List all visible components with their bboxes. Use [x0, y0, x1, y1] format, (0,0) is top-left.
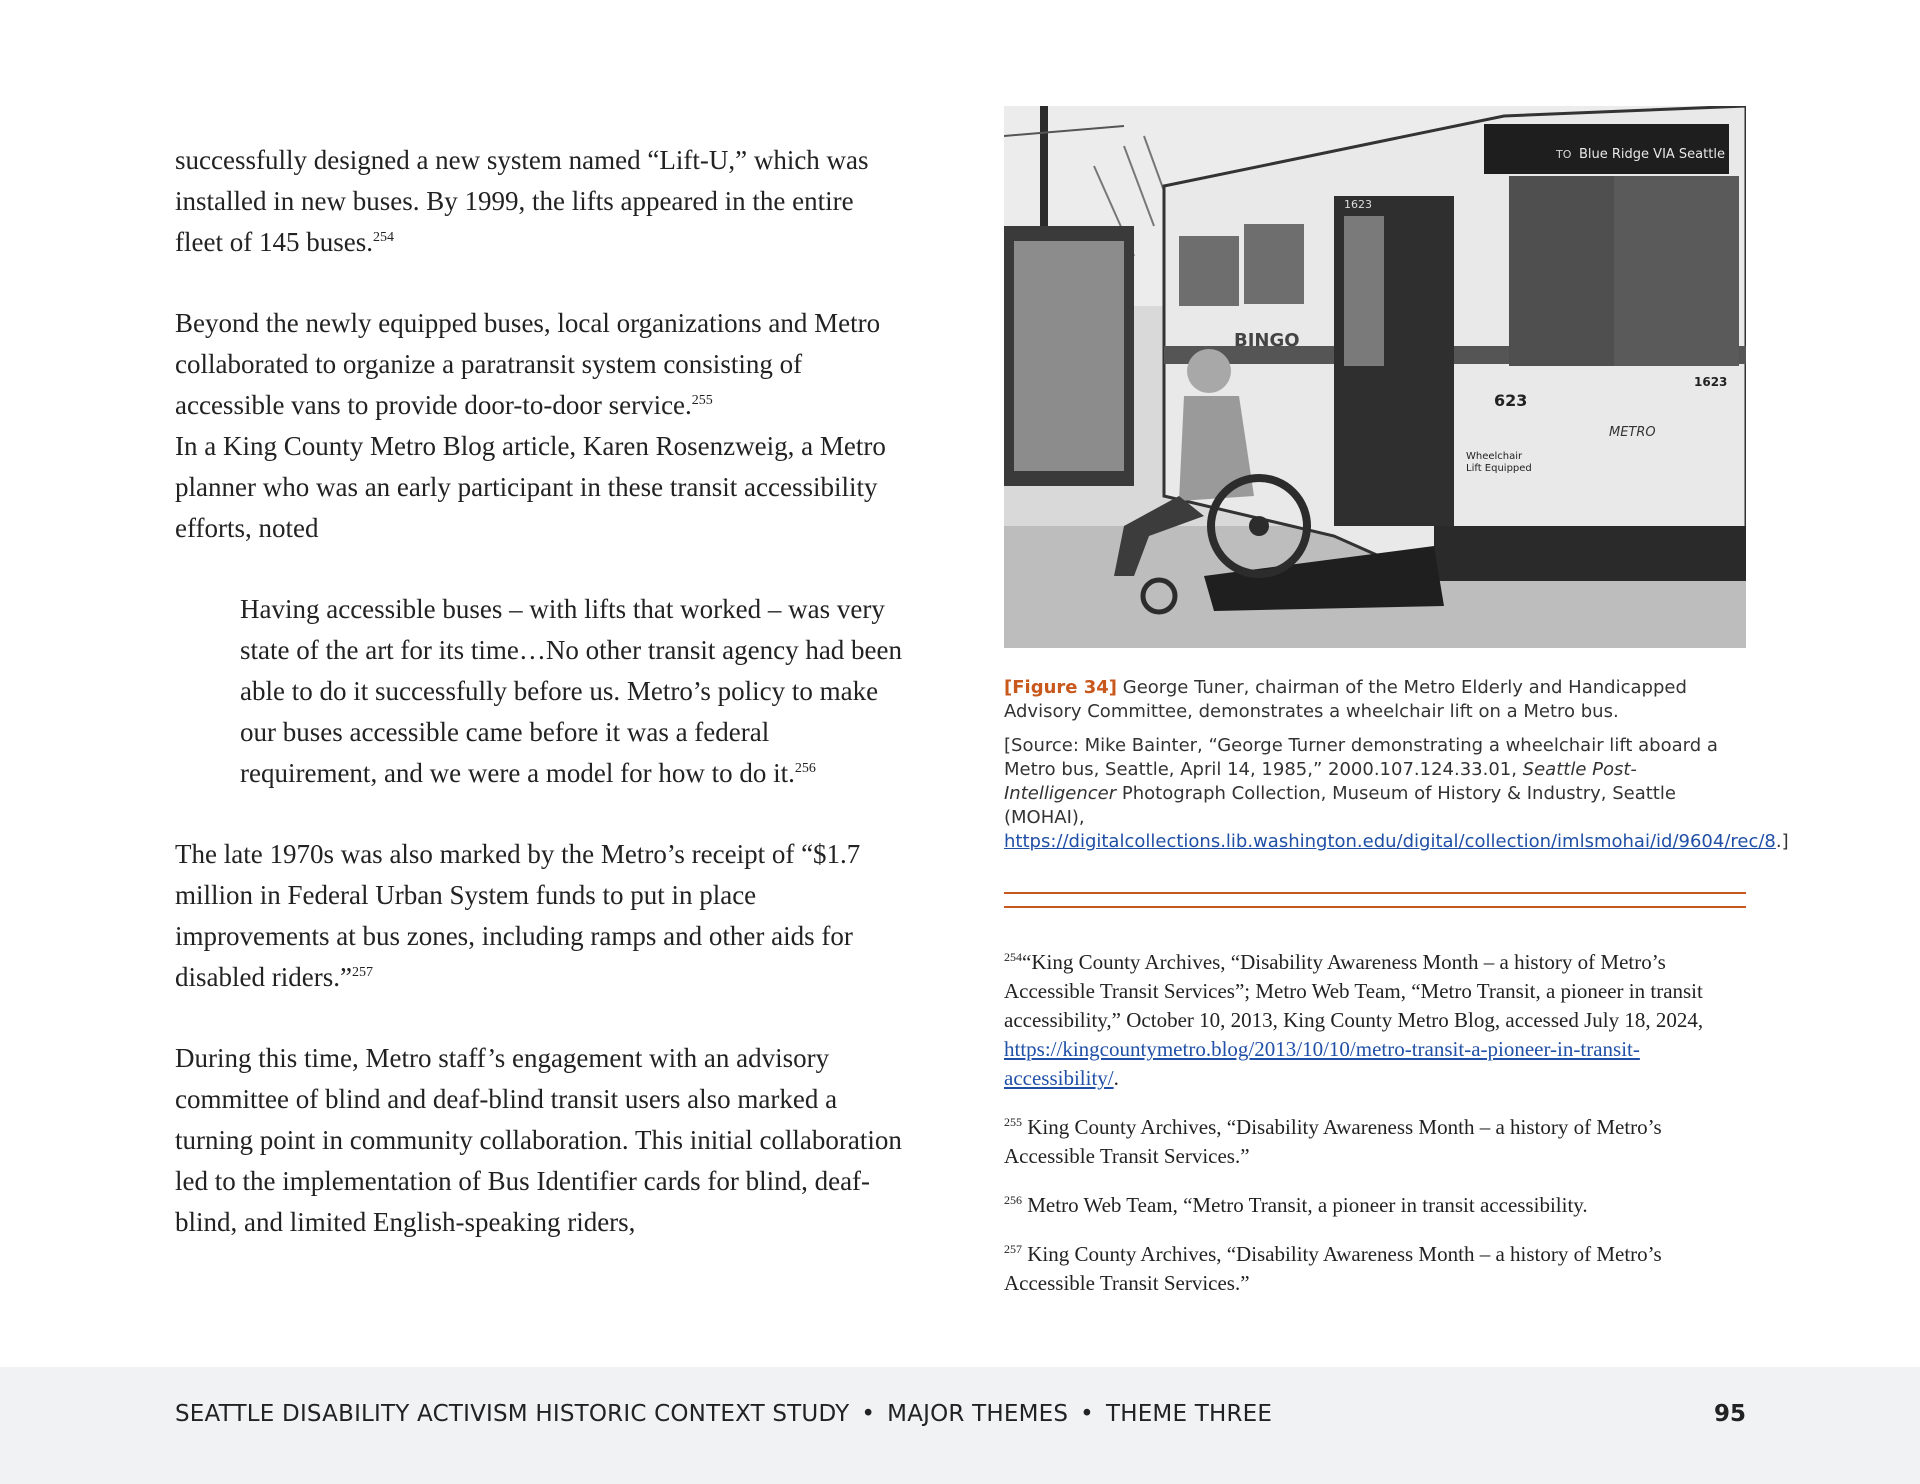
footnote-divider	[1004, 892, 1746, 908]
figure-caption	[1004, 676, 1746, 724]
block-quote: Having accessible buses – with lifts that worked – was very state of the art for its time…No other transit agency had been able to do it successfully before us. Metro’s policy to make our buses accessible came before it was a federal requirement, and we were a model for how to do it.$^{256}$	[240, 594, 903, 788]
source-link[interactable]: https://digitalcollections.lib.washington.edu/digital/collection/imlsmohai/id/9604/rec/8	[1004, 831, 1776, 852]
photo-bus-number: 1623	[1694, 375, 1728, 389]
footer-section: MAJOR THEMES	[887, 1401, 1069, 1427]
body-paragraph: In a King County Metro Blog article, Karen Rosenzweig, a Metro planner who was an early participant in these transit accessibility efforts, noted	[175, 431, 886, 543]
footnote-link[interactable]: https://kingcountymetro.blog/2013/10/10/metro-transit-a-pioneer-in-transit-accessibility/	[1004, 1037, 1640, 1090]
body-paragraph: Beyond the newly equipped buses, local organizations and Metro collaborated to organize a paratransit system consisting of accessible vans to provide door-to-door service.$^{255}$	[175, 308, 881, 420]
body-paragraph: successfully designed a new system named “Lift-U,” which was installed in new buses. By 1999, the lifts appeared in the entire fleet of 145 buses.$^{254}$	[175, 145, 869, 257]
footnote-ref[interactable]: 256	[794, 761, 816, 776]
footnote-257: $^{257}$ King County Archives, “Disability Awareness Month – a history of Metro’s Accessible Transit Services.”	[1004, 1242, 1662, 1295]
footnote-256: $^{256}$ Metro Web Team, “Metro Transit, a pioneer in transit accessibility.	[1004, 1193, 1588, 1217]
footnote-ref[interactable]: 254	[372, 230, 394, 245]
photo-bus-number-side: 1623	[1344, 198, 1372, 211]
page-number: 95	[1713, 1401, 1746, 1427]
page-footer	[0, 1367, 1920, 1484]
photo-bus-number-front: 623	[1494, 391, 1528, 410]
photo-dest-to: TO	[1556, 148, 1572, 161]
footer-study-title: SEATTLE DISABILITY ACTIVISM HISTORIC CONTEXT STUDY	[175, 1401, 850, 1427]
photo-dest-sign: Blue Ridge VIA Seattle	[1579, 147, 1725, 162]
body-paragraph: During this time, Metro staff’s engagement with an advisory committee of blind and deaf-blind transit users also marked a turning point in community collaboration. This initial collaboration led to the implementation of Bus Identifier cards for blind, deaf-blind, and limited English-speaking riders,	[175, 1043, 902, 1237]
figure-column	[1004, 106, 1789, 1318]
footnote-255: $^{255}$ King County Archives, “Disability Awareness Month – a history of Metro’s Accessible Transit Services.”	[1004, 1115, 1662, 1168]
footnote-ref[interactable]: 255	[691, 393, 713, 408]
photo-side-text: BINGO	[1234, 330, 1300, 351]
photo-sticker-line2: Lift Equipped	[1466, 463, 1532, 474]
body-paragraph: The late 1970s was also marked by the Metro’s receipt of “$1.7 million in Federal Urban System funds to put in place improvements at bus zones, including ramps and other aids for disabled riders.”$^{257}$	[175, 839, 861, 992]
main-text-column	[175, 140, 905, 1283]
footnotes	[1004, 948, 1746, 1298]
footnote-254: $^{254}$“King County Archives, “Disability Awareness Month – a history of Metro’s Accessible Transit Services”; Metro Web Team, “Metro Transit, a pioneer in transit accessibility,” October 10, 2013, King County Metro Blog, accessed July 18, 2024, https://kingcountymetro.blog/2013/10/10/metro-transit-a-pioneer-in-transit-accessibility/.	[1004, 950, 1704, 1090]
footnote-ref[interactable]: 257	[351, 965, 373, 980]
footer-theme: THEME THREE	[1105, 1401, 1273, 1427]
photo-brand: METRO	[1609, 425, 1656, 440]
footer-breadcrumb: SEATTLE DISABILITY ACTIVISM HISTORIC CONTEXT STUDY • MAJOR THEMES • THEME THREE	[175, 1401, 1273, 1427]
figure-source: [Source: Mike Bainter, “George Turner demonstrating a wheelchair lift aboard a Metro bus, Seattle, April 14, 1985,” 2000.107.124.33.01, Seattle Post-Intelligencer Photograph Collection, Museum of History & Industry, Seattle (MOHAI), https://digitalcollections.lib.washington.edu/digital/collection/imlsmohai/id/9604/rec/8.]	[1004, 735, 1789, 852]
caption-text: George Tuner, chairman of the Metro Elderly and Handicapped Advisory Committee, demonstrates a wheelchair lift on a Metro bus.	[1004, 677, 1687, 722]
bus-wheelchair-lift-photo	[1004, 106, 1746, 648]
figure-label: [Figure 34]	[1004, 677, 1118, 698]
photo-sticker-line1: Wheelchair	[1466, 451, 1523, 462]
